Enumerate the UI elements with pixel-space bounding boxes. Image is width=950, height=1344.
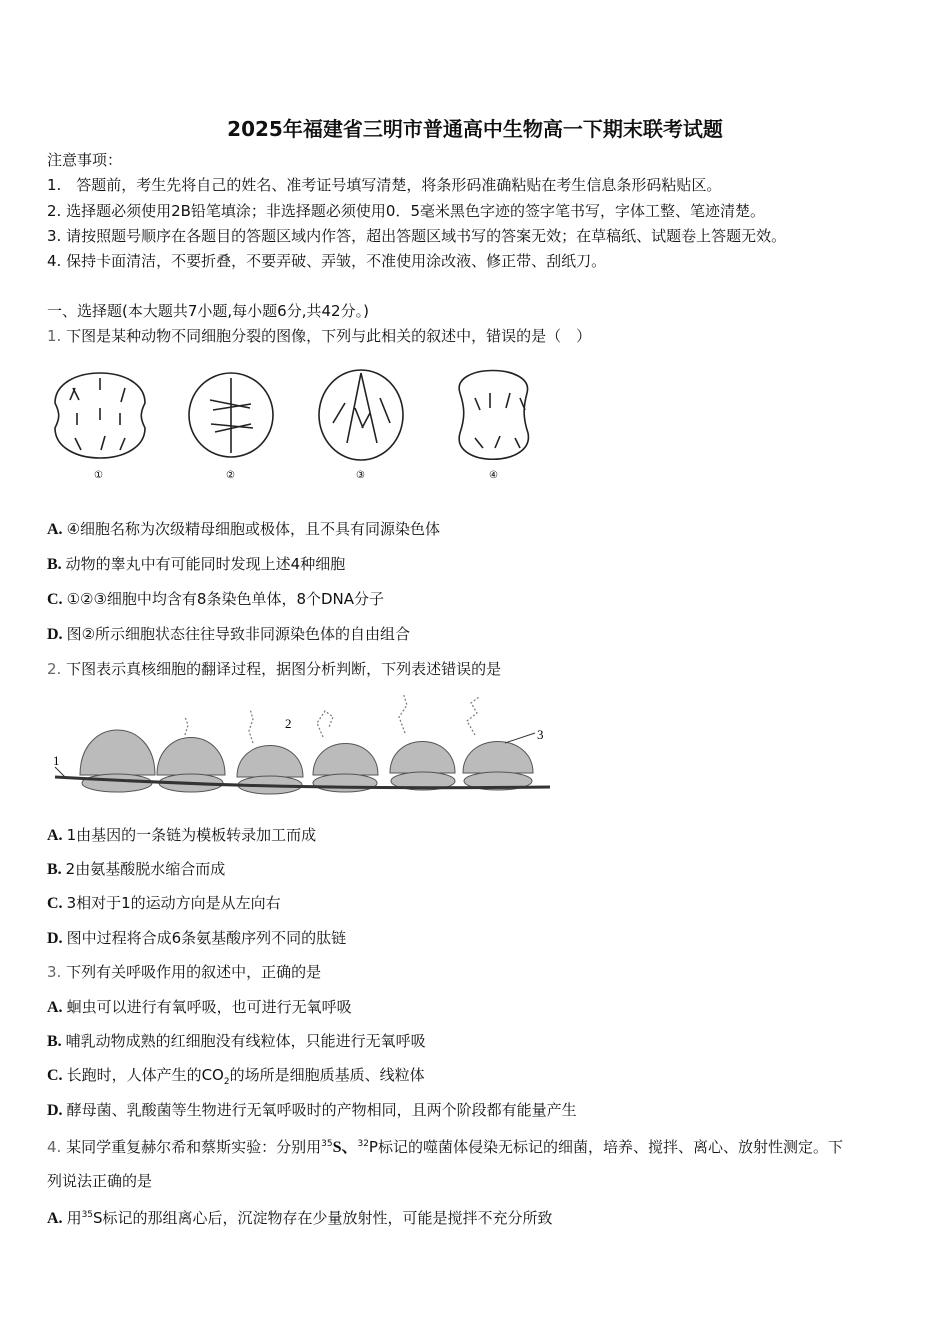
option-c: C. 3相对于1的运动方向是从左向右 [47,894,281,912]
option-b: B. 动物的睾丸中有可能同时发现上述4种细胞 [47,555,346,573]
option-c: C. 长跑时，人体产生的$CO_2$的场所是细胞质基质、线粒体 [47,1066,425,1087]
question-stem: 下列有关呼吸作用的叙述中，正确的是 [66,963,322,981]
figure-label: ③ [356,470,365,481]
option-b: B. 哺乳动物成熟的红细胞没有线粒体，只能进行无氧呼吸 [47,1032,426,1050]
question-number: 2. [47,660,62,678]
option-b: B. 2由氨基酸脱水缩合而成 [47,860,226,878]
question-stem: 下图是某种动物不同细胞分裂的图像，下列与此相关的叙述中，错误的是（ ） [66,327,592,345]
question-3 [47,962,321,982]
option-a: A. 蛔虫可以进行有氧呼吸，也可进行无氧呼吸 [47,998,352,1016]
option-d: D. 图②所示细胞状态往往导致非同源染色体的自由组合 [47,625,411,643]
question-number: 1. [47,327,62,345]
figure-label: 1 [53,753,60,768]
page-title: 2025年福建省三明市普通高中生物高一下期末联考试题 [227,117,723,141]
question-1 [47,326,591,346]
figure-label: 3 [537,727,544,742]
figure-label: ② [226,470,235,481]
option-a: A. 1由基因的一条链为模板转录加工而成 [47,826,317,844]
option-a: A. ④细胞名称为次级精母细胞或极体，且不具有同源染色体 [47,520,441,538]
figure-label: ④ [489,470,498,481]
option-c: C. ①②③细胞中均含有8条染色单体，8个DNA分子 [47,590,385,608]
option-d: D. 酵母菌、乳酸菌等生物进行无氧呼吸时的产物相同，且两个阶段都有能量产生 [47,1101,577,1119]
question-number: 3. [47,963,62,981]
section-heading: 一、选择题(本大题共7小题,每小题6分,共42分。) [47,302,369,320]
translation-figure [45,695,555,805]
question-stem: 下图表示真核细胞的翻译过程，据图分析判断，下列表述错误的是 [66,660,502,678]
figure-label: 2 [285,716,292,731]
notice-item: 2. 选择题必须使用2B铅笔填涂；非选择题必须使用0．5毫米黑色字迹的签字笔书写，字体工整、笔迹清楚。 [47,202,766,220]
question-number: 4. [47,1138,62,1156]
option-d: D. 图中过程将合成6条氨基酸序列不同的肽链 [47,929,347,947]
question-4-continued: 列说法正确的是 [47,1172,153,1190]
notice-item: 4. 保持卡面清洁，不要折叠，不要弄破、弄皱，不准使用涂改液、修正带、刮纸刀。 [47,252,607,270]
cell-division-figure [45,358,555,483]
notice-item: 3. 请按照题号顺序在各题目的答题区域内作答，超出答题区域书写的答案无效；在草稿纸、试题卷上答题无效。 [47,227,787,245]
notice-heading: 注意事项： [47,151,123,169]
question-2 [47,659,501,679]
notice-item: 1. 答题前，考生先将自己的姓名、准考证号填写清楚，将条形码准确粘贴在考生信息条形码粘贴区。 [47,176,722,194]
option-a: A. 用$^{35}$S标记的那组离心后，沉淀物存在少量放射性，可能是搅拌不充分所致 [47,1209,553,1227]
question-4: 4. 某同学重复赫尔希和蔡斯实验：分别用$^{35}$S、$^{32}$P标记的噬菌体侵染无标记的细菌，培养、搅拌、离心、放射性测定。下 [47,1138,843,1156]
figure-label: ① [94,470,103,481]
